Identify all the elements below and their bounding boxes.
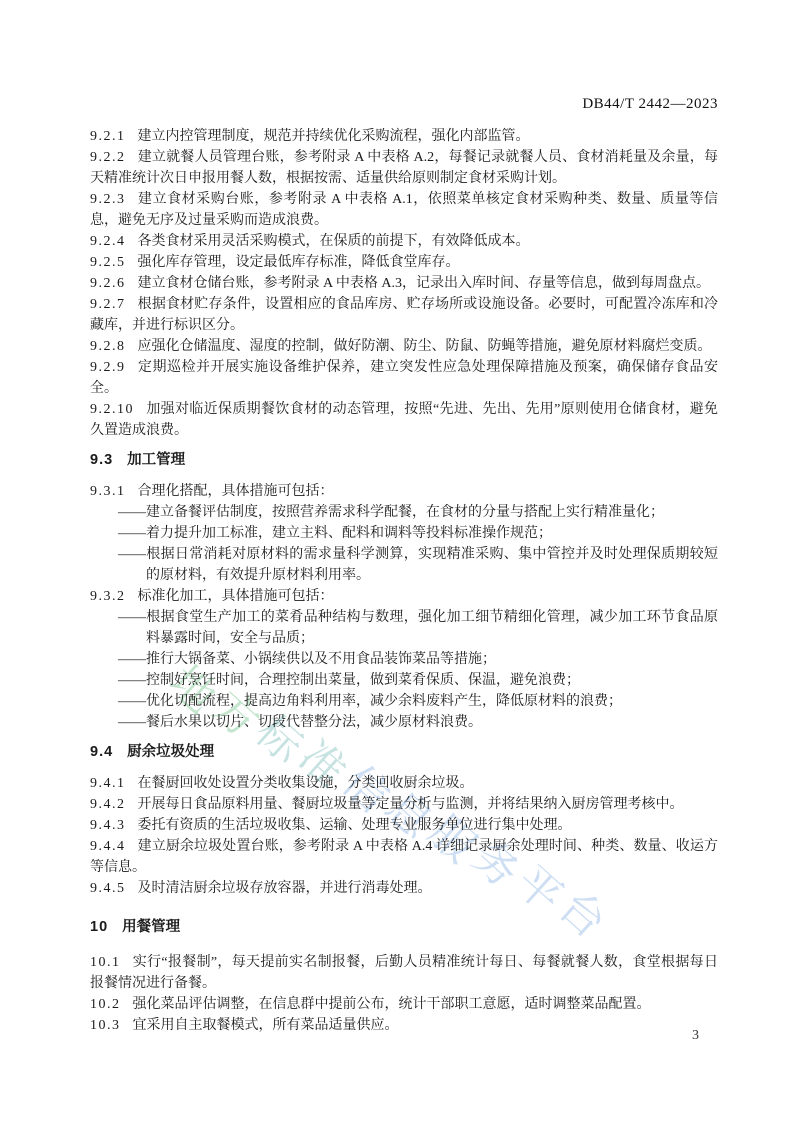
- clause-text: 建立食材采购台账，参考附录 A 中表格 A.1，依照菜单核定食材采购种类、数量、质量等信息，避免无序及过量采购而造成浪费。: [90, 192, 718, 228]
- watermark-char: 息: [376, 781, 447, 852]
- watermark-char: 信: [332, 756, 403, 827]
- clause-text: 建立食材仓储台账，参考附录 A 中表格 A.3，记录出入库时间、存量等信息，做到每周盘点。: [137, 276, 710, 291]
- clause-label: 10.2: [90, 997, 121, 1012]
- clause-label: 9.2.5: [90, 255, 126, 270]
- section-heading: [90, 450, 718, 471]
- clause: [90, 878, 718, 899]
- clause-text: 及时清洁厨余垃圾存放容器，并进行消毒处理。: [137, 881, 432, 896]
- clause: [90, 336, 718, 357]
- clause-text: 强化库存管理，设定最低库存标准，降低食堂库存。: [137, 255, 460, 270]
- clause: [90, 994, 718, 1015]
- watermark-char: 地: [159, 656, 230, 727]
- clause-text: 厨余垃圾处理: [127, 744, 215, 760]
- clause: [90, 273, 718, 294]
- watermark-char: 平: [506, 856, 577, 927]
- dash-item: ——优化切配流程，提高边角料利用率，减少余料废料产生，降低原材料的浪费；: [118, 694, 622, 709]
- clause-text: 各类食材采用灵活采购模式，在保质的前提下，有效降低成本。: [137, 234, 530, 249]
- clause-text: 合理化搭配，具体措施可包括：: [137, 484, 334, 499]
- clause-label: 9.2.8: [90, 339, 126, 354]
- section-heading: [90, 917, 718, 938]
- page-number: 3: [692, 1028, 699, 1043]
- clause-text: 加强对临近保质期餐饮食材的动态管理，按照“先进、先出、先用”原则使用仓储食材，避免久置造成浪费。: [90, 402, 718, 438]
- clause: [90, 815, 718, 836]
- clause-text: 定期巡检并开展实施设备维护保养，建立突发性应急处理保障措施及预案，确保储存食品安全。: [90, 360, 718, 396]
- clause-label: 9.3.2: [90, 589, 126, 604]
- clause-text: 标准化加工，具体措施可包括：: [137, 589, 334, 604]
- clause-text: 实行“报餐制”，每天提前实名制报餐，后勤人员精准统计每日、每餐就餐人数，食堂根据每日报餐情况进行备餐。: [90, 955, 718, 991]
- clause-label: 9.4: [90, 744, 114, 760]
- clause-label: 9.4.1: [90, 776, 126, 791]
- clause: [90, 357, 718, 399]
- clause: [90, 1015, 718, 1036]
- clause: [90, 481, 718, 502]
- document-body: [90, 126, 718, 1036]
- clause: [90, 794, 718, 815]
- clause-text: 开展每日食品原料用量、餐厨垃圾量等定量分析与监测，并将结果纳入厨房管理考核中。: [137, 797, 684, 812]
- clause-label: 9.2.7: [90, 297, 126, 312]
- dash-item: ——根据食堂生产加工的菜肴品种结构与数理，强化加工细节精细化管理，减少加工环节食品原料暴露时间，安全与品质；: [118, 610, 718, 646]
- clause-label: 9.3.1: [90, 484, 126, 499]
- clause-label: 10.3: [90, 1018, 121, 1033]
- clause: [90, 252, 718, 273]
- clause: [90, 836, 718, 878]
- clause: [90, 231, 718, 252]
- dash-item: ——建立备餐评估制度，按照营养需求科学配餐，在食材的分量与搭配上实行精准量化；: [118, 505, 664, 520]
- clause-text: 加工管理: [127, 452, 186, 468]
- clause-label: 9.2.3: [90, 192, 126, 207]
- clause: [90, 952, 718, 994]
- clause-text: 用餐管理: [122, 919, 181, 935]
- clause-text: 建立就餐人员管理台账，参考附录 A 中表格 A.2，每餐记录就餐人员、食材消耗量及余量，每天精准统计次日申报用餐人数，根据按需、适量供给原则制定食材采购计划。: [90, 150, 718, 186]
- clause-label: 9.2.9: [90, 360, 126, 375]
- clause-label: 9.2.4: [90, 234, 126, 249]
- dash-item: ——推行大锅备菜、小锅续供以及不用食品装饰菜品等措施；: [118, 652, 496, 667]
- clause: [90, 399, 718, 441]
- clause: [90, 189, 718, 231]
- clause-label: 10.1: [90, 955, 121, 970]
- clause-label: 9.2.2: [90, 150, 126, 165]
- clause-text: 强化菜品评估调整，在信息群中提前公布，统计干部职工意愿，适时调整菜品配置。: [132, 997, 651, 1012]
- clause-text: 建立内控管理制度，规范并持续优化采购流程，强化内部监管。: [137, 129, 530, 144]
- clause-text: 在餐厨回收处设置分类收集设施，分类回收厨余垃圾。: [137, 776, 474, 791]
- watermark-char: 务: [462, 831, 533, 902]
- doc-code: DB44/T 2442—2023: [582, 96, 718, 112]
- watermark-char: 准: [289, 731, 360, 802]
- clause-text: 根据食材贮存条件，设置相应的食品库房、贮存场所或设施设备。必要时，可配置冷冻库和冷藏库，并进行标识区分。: [90, 297, 718, 333]
- clause: [90, 773, 718, 794]
- clause: [90, 294, 718, 336]
- clause-text: 建立厨余垃圾处置台账，参考附录 A 中表格 A.4 详细记录厨余处理时间、种类、数量、收运方等信息。: [90, 839, 718, 875]
- clause: [90, 126, 718, 147]
- watermark-char: 台: [549, 881, 620, 952]
- clause-label: 9.2.1: [90, 129, 126, 144]
- clause: [90, 147, 718, 189]
- watermark-char: 标: [246, 706, 317, 777]
- clause-label: 10: [90, 919, 109, 935]
- clause: [90, 586, 718, 607]
- clause-label: 9.2.10: [90, 402, 134, 417]
- clause-label: 9.4.3: [90, 818, 126, 833]
- clause-text: 应强化仓储温度、湿度的控制，做好防潮、防尘、防鼠、防蝇等措施，避免原材料腐烂变质。: [137, 339, 712, 354]
- clause-label: 9.4.5: [90, 881, 126, 896]
- dash-item: ——控制好烹饪时间，合理控制出菜量，做到菜肴保质、保温，避免浪费；: [118, 673, 580, 688]
- clause-text: 委托有资质的生活垃圾收集、运输、处理专业服务单位进行集中处理。: [137, 818, 572, 833]
- clause-label: 9.4.4: [90, 839, 126, 854]
- watermark-char: 方: [202, 681, 273, 752]
- dash-item: ——着力提升加工标准，建立主料、配料和调料等投料标准操作规范；: [118, 526, 552, 541]
- clause-text: 宜采用自主取餐模式，所有菜品适量供应。: [132, 1018, 399, 1033]
- clause-label: 9.4.2: [90, 797, 126, 812]
- dash-item: ——根据日常消耗对原材料的需求量科学测算，实现精准采购、集中管控并及时处理保质期较短的原材料，有效提升原材料利用率。: [118, 547, 718, 583]
- section-heading: [90, 742, 718, 763]
- clause-label: 9.3: [90, 452, 114, 468]
- dash-item: ——餐后水果以切片、切段代替整分法，减少原材料浪费。: [118, 715, 482, 730]
- watermark-char: 服: [419, 806, 490, 877]
- clause-label: 9.2.6: [90, 276, 126, 291]
